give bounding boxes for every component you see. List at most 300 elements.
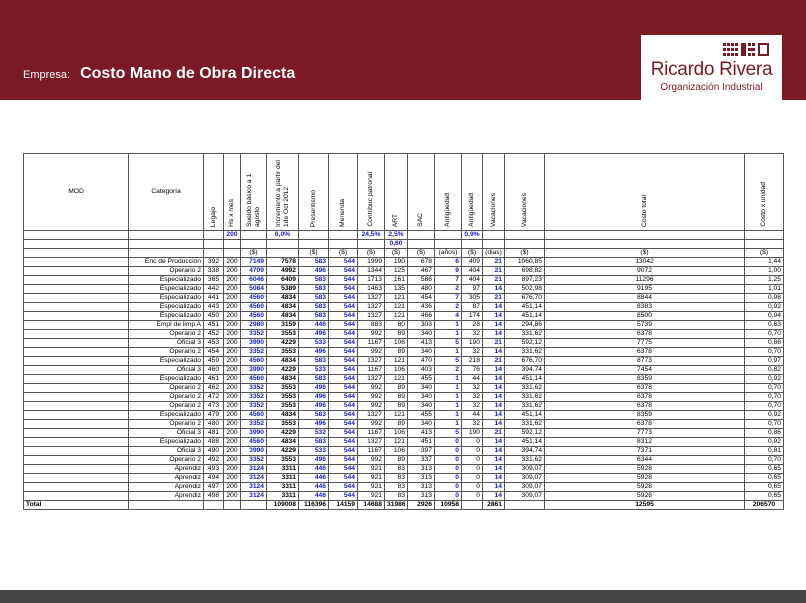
table-cell: 190 [385,258,408,267]
table-cell: 3311 [267,465,299,474]
table-cell: 338 [204,267,224,276]
column-header [435,154,462,231]
table-cell: Operario 2 [129,393,204,402]
table-cell: 309,07 [505,492,545,501]
table-cell: 3311 [267,483,299,492]
table-cell: 7 [435,276,462,285]
table-cell: 466 [408,312,435,321]
units-cell: ($) [329,249,358,258]
table-cell: 544 [329,321,358,330]
table-cell: 0,92 [745,303,784,312]
table-cell: 80 [385,321,408,330]
table-cell: 544 [329,276,358,285]
table-cell: 583 [299,276,329,285]
table-cell: 106 [385,339,408,348]
table-cell: 4560 [241,294,267,303]
table-cell: 4834 [267,411,299,420]
mod-cell [24,483,129,492]
table-cell: 1 [435,384,462,393]
units-cell [267,249,299,258]
table-cell: 313 [408,492,435,501]
table-cell: 0,94 [745,312,784,321]
table-cell: 6409 [267,276,299,285]
column-header [204,154,224,231]
table-cell: 3124 [241,474,267,483]
table-row [24,447,784,456]
table-cell: 4560 [241,357,267,366]
table-cell: 0,65 [745,474,784,483]
table-cell: 0 [462,465,483,474]
table-cell: 0 [435,447,462,456]
mod-cell [24,447,129,456]
table-cell: 397 [408,447,435,456]
empresa-label: Empresa: [23,69,71,81]
table-cell: 496 [299,393,329,402]
table-cell: 897,23 [505,276,545,285]
table-cell: 340 [408,348,435,357]
table-cell: 4 [435,312,462,321]
table-cell: 1327 [358,303,385,312]
params2-cell [408,240,435,249]
table-cell: 442 [204,285,224,294]
table-cell: Especializado [129,411,204,420]
table-cell: 488 [204,438,224,447]
table-cell: 14 [483,402,505,411]
table-cell: 1,25 [745,276,784,285]
table-cell: 481 [204,429,224,438]
mod-cell [24,429,129,438]
total-cell: 31986 [385,501,408,510]
table-cell: Aprendiz [129,492,204,501]
table-cell: 436 [408,303,435,312]
table-cell: 200 [224,447,241,456]
table-cell: 441 [204,294,224,303]
table-cell: 44 [462,411,483,420]
table-cell: 4560 [241,375,267,384]
units-cell: ($) [241,249,267,258]
table-cell: 698,82 [505,267,545,276]
mod-cell [24,393,129,402]
column-header [358,154,385,231]
table-cell: 7149 [241,258,267,267]
table-cell: 544 [329,357,358,366]
logo-grid-icon [723,43,769,57]
table-cell: 496 [299,456,329,465]
table-cell: 490 [204,447,224,456]
params2-cell [267,240,299,249]
table-cell: 9 [435,267,462,276]
table-cell: Empl de limp A [129,321,204,330]
table-cell: 3553 [267,420,299,429]
table-cell: 5 [435,429,462,438]
table-cell: 125 [385,267,408,276]
table-cell: Oficial 3 [129,429,204,438]
column-header-label: MOD [68,188,84,195]
mod-cell [24,303,129,312]
table-cell: 3311 [267,474,299,483]
table-cell: 0,65 [745,465,784,474]
table-cell: 544 [329,447,358,456]
logo-name: Ricardo Rivera [650,59,773,80]
table-cell: 479 [204,411,224,420]
total-cell [462,501,483,510]
table-cell: 492 [204,456,224,465]
column-header-label: Presentismo [309,189,317,227]
table-cell: 76 [462,366,483,375]
table-row [24,348,784,357]
table-cell: 14 [483,447,505,456]
table-cell: 32 [462,393,483,402]
table-cell: 14 [483,420,505,429]
table-cell: 451,14 [505,375,545,384]
table-cell: 0,97 [745,357,784,366]
table-cell: 7578 [267,258,299,267]
table-cell: 583 [299,285,329,294]
table-cell: 544 [329,303,358,312]
table-cell: 480 [408,285,435,294]
table-cell: 413 [408,339,435,348]
table-row [24,420,784,429]
table-cell: 8359 [545,411,745,420]
table-cell: 313 [408,474,435,483]
mod-cell [24,465,129,474]
params-cell [435,231,462,240]
table-cell: 161 [385,276,408,285]
table-cell: 14 [483,303,505,312]
table-row [24,411,784,420]
table-cell: 32 [462,402,483,411]
table-cell: 14 [483,330,505,339]
table-cell: 97 [462,285,483,294]
table-cell: Aprendiz [129,474,204,483]
table-cell: 14 [483,492,505,501]
table-cell: 309,07 [505,474,545,483]
params2-cell [24,240,129,249]
params2-cell [129,240,204,249]
table-cell: 5389 [267,285,299,294]
total-cell: 14688 [358,501,385,510]
table-cell: 8500 [545,312,745,321]
table-cell: 44 [462,375,483,384]
table-cell: 446 [299,321,329,330]
column-header [24,154,129,231]
table-cell: 0 [462,474,483,483]
table-cell: 467 [408,267,435,276]
table-cell: 21 [483,429,505,438]
table-row [24,312,784,321]
table-cell: 14 [483,321,505,330]
params2-cell [224,240,241,249]
column-header-label: Incremento a partir del 1de Oct 2012 [274,160,290,227]
mod-cell [24,366,129,375]
table-cell: 583 [299,258,329,267]
units-cell [129,249,204,258]
units-cell: ($) [385,249,408,258]
units-cell: ($) [545,249,745,258]
table-row [24,294,784,303]
table-cell: 0,70 [745,348,784,357]
params2-cell [545,240,745,249]
table-cell: 7773 [545,429,745,438]
params2-cell [435,240,462,249]
table-cell: 14 [483,474,505,483]
table-cell: 14 [483,384,505,393]
table-cell: 583 [299,438,329,447]
table-row [24,267,784,276]
table-cell: 502,98 [505,285,545,294]
mod-cell [24,348,129,357]
table-row [24,492,784,501]
table-cell: 0,70 [745,384,784,393]
table-cell: 200 [224,411,241,420]
table-cell: 544 [329,312,358,321]
params-cell [483,231,505,240]
table-cell: 106 [385,366,408,375]
table-cell: 446 [299,483,329,492]
params2-cell [483,240,505,249]
units-cell [204,249,224,258]
table-row [24,375,784,384]
params-cell: 200 [224,231,241,240]
table-cell: 497 [204,483,224,492]
table-cell: 200 [224,276,241,285]
table-row [24,393,784,402]
table-cell: 7371 [545,447,745,456]
table-cell: 3553 [267,393,299,402]
table-cell: 3352 [241,393,267,402]
table-cell: 5928 [545,474,745,483]
table-cell: 309,07 [505,483,545,492]
params2-row [24,240,784,249]
table-cell: 8383 [545,303,745,312]
mod-cell [24,384,129,393]
mod-cell [24,339,129,348]
table-cell: 413 [408,429,435,438]
table-cell: 303 [408,321,435,330]
table-row [24,429,784,438]
table-cell: 218 [462,357,483,366]
table-cell: 459 [204,357,224,366]
units-cell: (años) [435,249,462,258]
column-header-label: Contribuc patronal [367,172,374,227]
table-cell: 89 [385,393,408,402]
table-cell: 678 [408,258,435,267]
units-row [24,249,784,258]
table-row [24,321,784,330]
table-cell: 0 [435,492,462,501]
params-cell: 2,5% [385,231,408,240]
table-cell: 544 [329,375,358,384]
table-cell: 4560 [241,411,267,420]
table-cell: 498 [204,492,224,501]
table-cell: 21 [483,276,505,285]
table-cell: 6378 [545,348,745,357]
table-cell: 480 [204,420,224,429]
table-cell: 0,63 [745,321,784,330]
table-cell: 453 [204,339,224,348]
params-cell [545,231,745,240]
table-cell: 583 [299,312,329,321]
table-cell: 0,70 [745,420,784,429]
table-cell: 121 [385,312,408,321]
units-cell: ($) [745,249,784,258]
table-cell: 3990 [241,429,267,438]
column-header-label: ART [392,213,399,227]
table-cell: 0 [435,483,462,492]
params-cell [329,231,358,240]
table-cell: 106 [385,429,408,438]
table-cell: 3553 [267,348,299,357]
table-cell: 121 [385,303,408,312]
mod-cell [24,294,129,303]
table-cell: 454 [204,348,224,357]
table-cell: 446 [299,474,329,483]
table-cell: 32 [462,348,483,357]
table-cell: 496 [299,402,329,411]
header-row [24,154,784,231]
table-row [24,402,784,411]
column-header-label: Antigüedad [444,193,451,227]
table-cell: 6378 [545,384,745,393]
table-cell: 544 [329,411,358,420]
table-cell: 200 [224,330,241,339]
column-header-label: SAC [417,213,424,227]
table-cell: 921 [358,492,385,501]
table-cell: 3990 [241,339,267,348]
table-row [24,474,784,483]
table-cell: 921 [358,465,385,474]
table-cell: 494 [204,474,224,483]
table-cell: Operario 2 [129,267,204,276]
table-cell: 544 [329,420,358,429]
table-cell: 0 [462,456,483,465]
table-cell: 6046 [241,276,267,285]
mod-cell [24,411,129,420]
table-cell: 451,14 [505,438,545,447]
column-header-label: Sueldo básico a 1 agosto [245,173,261,227]
table-cell: 83 [385,492,408,501]
table-row [24,456,784,465]
table-cell: Operario 2 [129,420,204,429]
table-cell: 1327 [358,411,385,420]
params-cell: 6,0% [267,231,299,240]
table-cell: 340 [408,420,435,429]
table-cell: 394,74 [505,447,545,456]
table-cell: 9072 [545,267,745,276]
table-cell: 3553 [267,456,299,465]
table-cell: 544 [329,366,358,375]
table-cell: 200 [224,402,241,411]
table-cell: 3352 [241,420,267,429]
table-row [24,384,784,393]
table-cell: 451 [408,438,435,447]
total-cell: 14159 [329,501,358,510]
table-cell: 200 [224,429,241,438]
table-cell: 200 [224,312,241,321]
table-cell: 472 [204,393,224,402]
table-cell: 454 [408,294,435,303]
table-cell: 583 [299,303,329,312]
params2-cell [204,240,224,249]
table-cell: 1 [435,321,462,330]
table-cell: 544 [329,348,358,357]
table-cell: 4709 [241,267,267,276]
table-cell: 544 [329,294,358,303]
table-cell: 365 [204,276,224,285]
table-cell: 135 [385,285,408,294]
table-cell: 452 [204,330,224,339]
units-cell [224,249,241,258]
table-cell: 121 [385,375,408,384]
table-cell: 1167 [358,366,385,375]
table-cell: Especializado [129,312,204,321]
table-cell: 4834 [267,357,299,366]
table-cell: 544 [329,474,358,483]
table-cell: 3124 [241,465,267,474]
table-cell: 0 [435,474,462,483]
table-cell: 992 [358,456,385,465]
table-row [24,276,784,285]
table-cell: 446 [299,465,329,474]
table-cell: 496 [299,348,329,357]
table-cell: 533 [299,339,329,348]
table-cell: 4834 [267,438,299,447]
table-cell: 1060,85 [505,258,545,267]
table-cell: 544 [329,456,358,465]
table-cell: 544 [329,393,358,402]
table-cell: 331,62 [505,402,545,411]
table-cell: 0,92 [745,411,784,420]
table-cell: 200 [224,303,241,312]
table-cell: 544 [329,438,358,447]
table-cell: Especializado [129,276,204,285]
table-cell: 544 [329,258,358,267]
table-cell: 340 [408,402,435,411]
table-cell: Operario 2 [129,330,204,339]
table-cell: 1463 [358,285,385,294]
table-row [24,483,784,492]
table-cell: Especializado [129,357,204,366]
table-cell: Oficial 3 [129,339,204,348]
table-cell: 3553 [267,330,299,339]
table-cell: Operario 2 [129,348,204,357]
table-cell: 392 [204,258,224,267]
table-cell: 200 [224,438,241,447]
table-cell: 1713 [358,276,385,285]
table-cell: 1 [435,393,462,402]
table-cell: 0 [462,447,483,456]
table-cell: 21 [483,357,505,366]
table-cell: 340 [408,330,435,339]
mod-cell [24,375,129,384]
table-cell: 544 [329,285,358,294]
logo-subtitle: Organización Industrial [660,82,763,93]
table-cell: 32 [462,330,483,339]
column-header-label: Vacaciones [520,192,528,227]
table-cell: 174 [462,312,483,321]
column-header [129,154,204,231]
total-cell: 116396 [299,501,329,510]
params-cell [129,231,204,240]
table-cell: 340 [408,393,435,402]
units-cell: ($) [408,249,435,258]
table-cell: 340 [408,384,435,393]
mod-cell [24,420,129,429]
table-cell: 3553 [267,384,299,393]
table-cell: 455 [408,375,435,384]
table-cell: 992 [358,402,385,411]
table-cell: 0,92 [745,375,784,384]
